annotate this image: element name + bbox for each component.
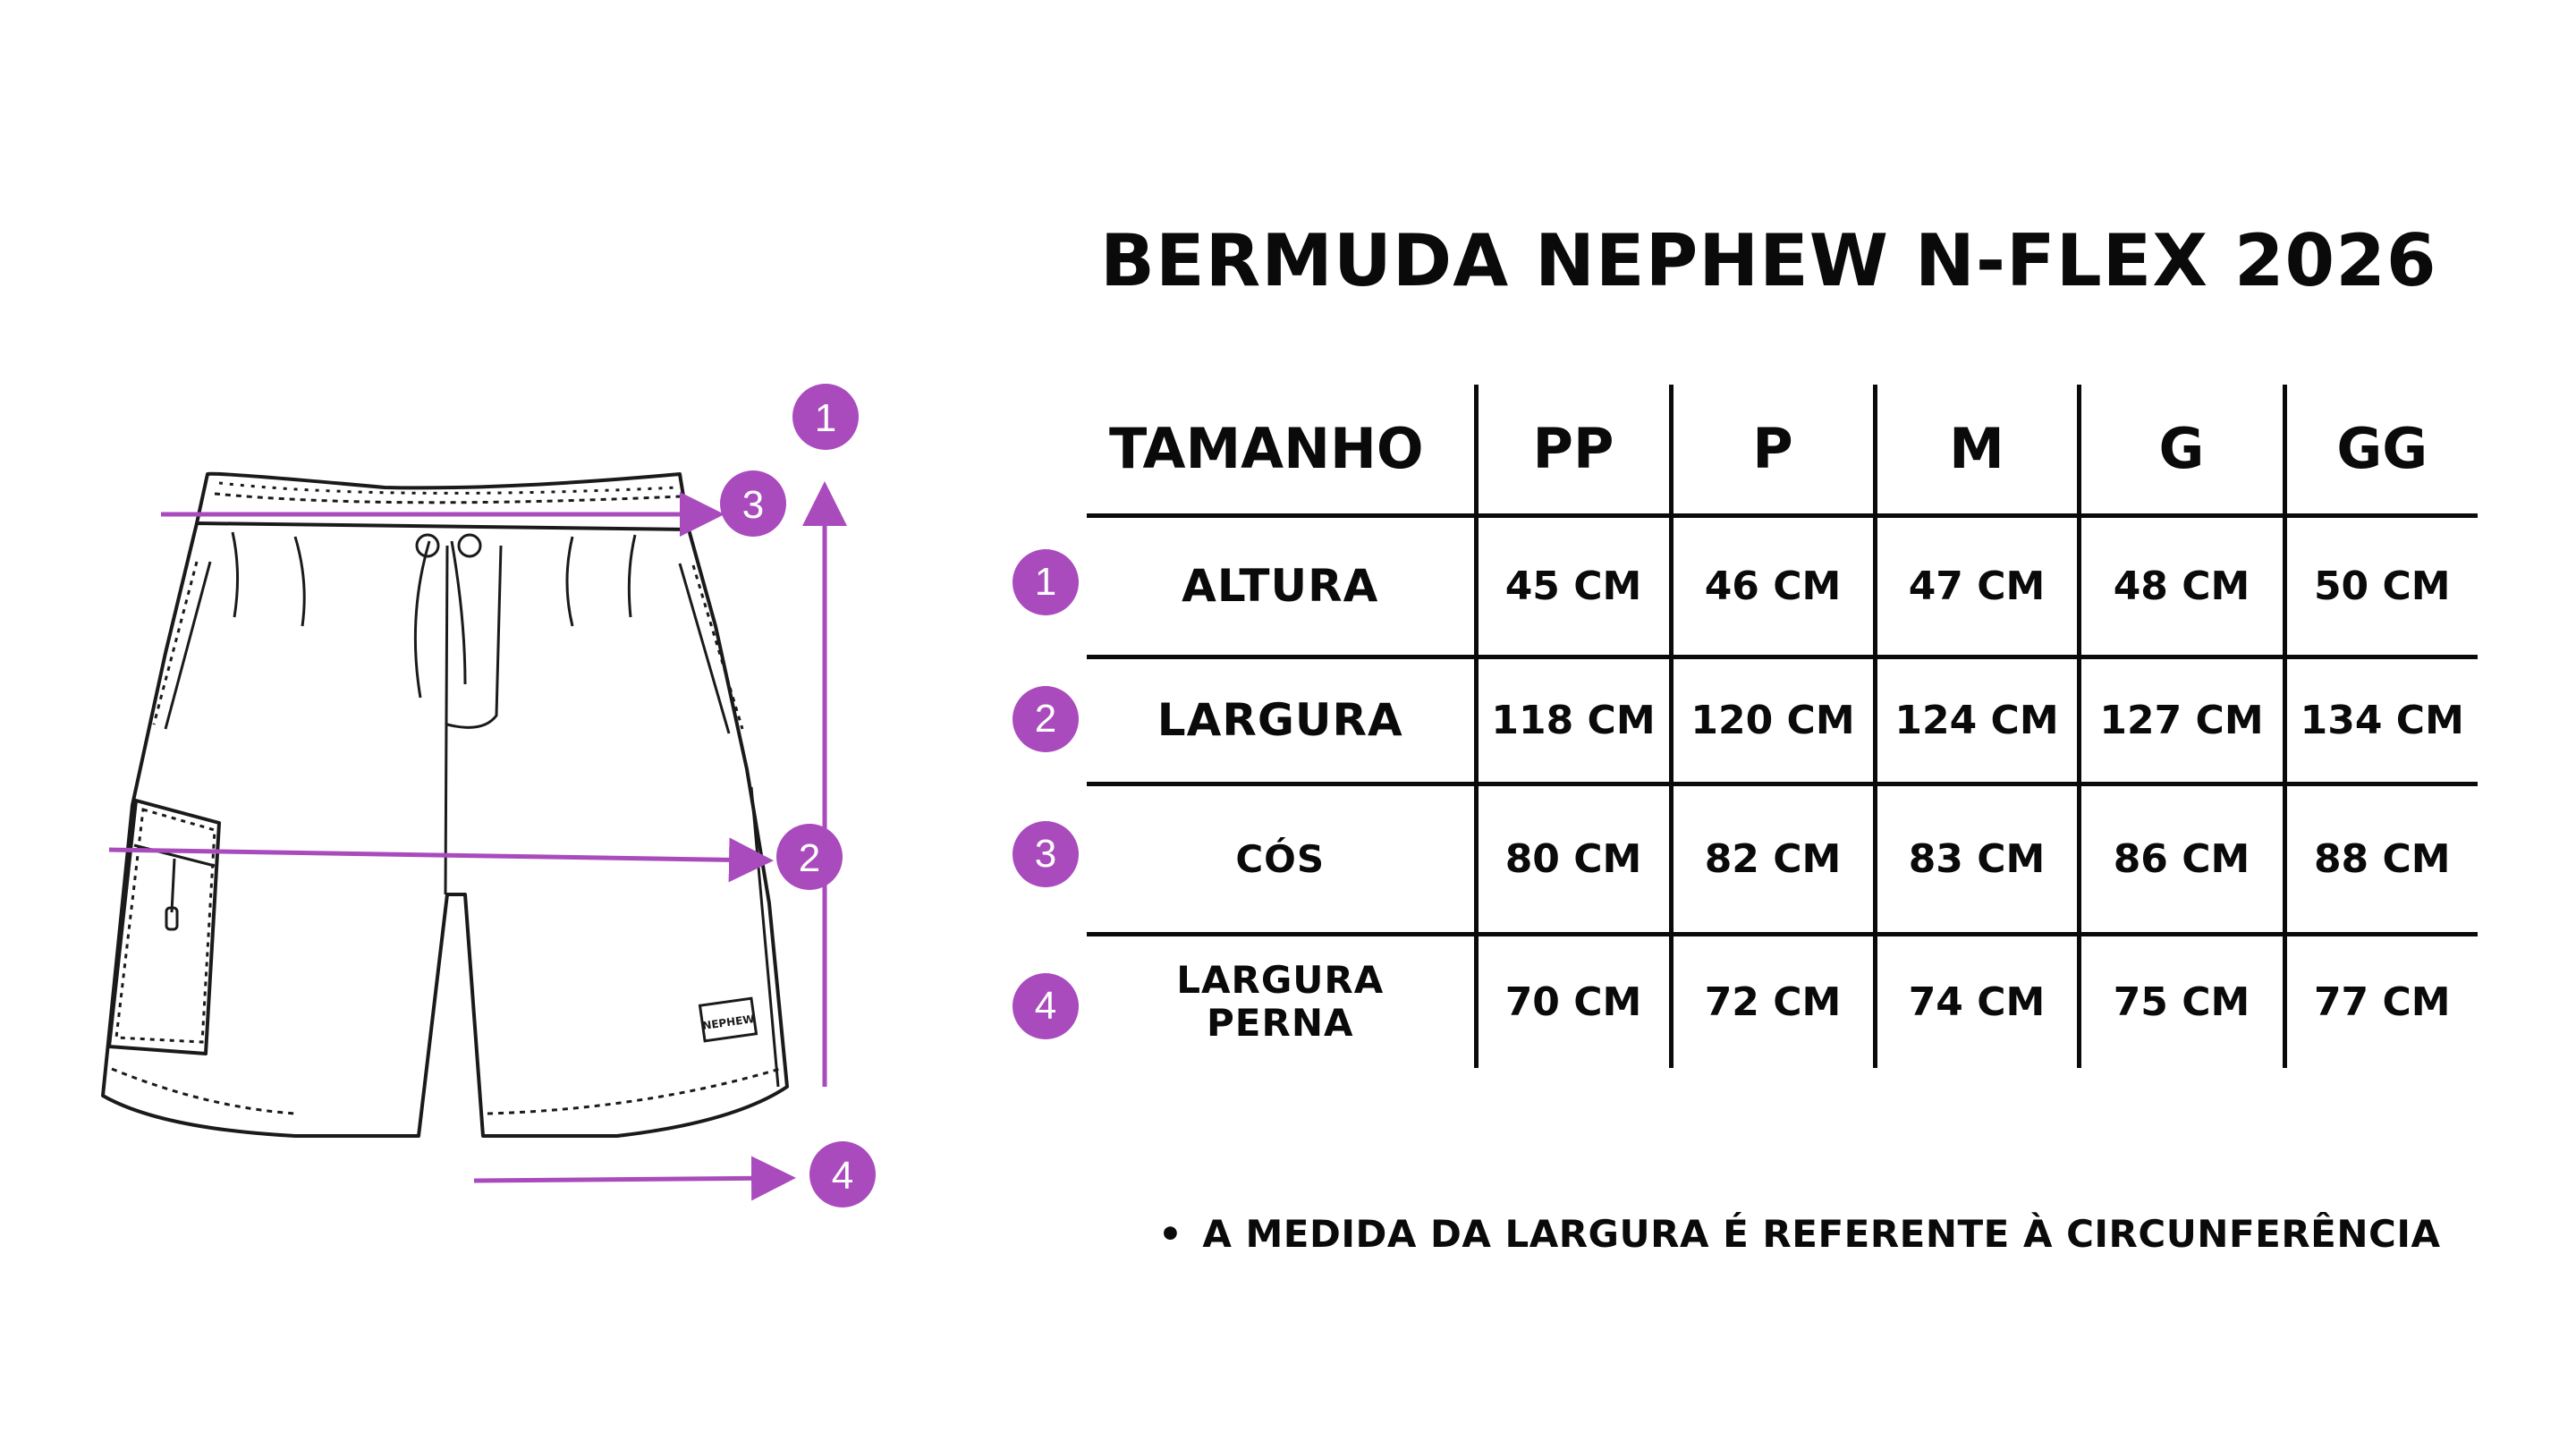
table-cell: 45 CM [1476,515,1671,657]
row-label-largura-perna [1087,934,1476,1068]
row-badge-altura: 1 [1013,549,1079,615]
header-size-pp: PP [1476,385,1671,515]
table-header-row [1087,385,2478,515]
table-cell: 75 CM [2079,934,2284,1068]
logo-patch [699,998,756,1041]
row-label-cos: CÓS [1087,784,1476,934]
table-cell: 88 CM [2284,784,2478,934]
row-label-largura: LARGURA [1087,657,1476,784]
table-cell: 48 CM [2079,515,2284,657]
header-size-m: M [1875,385,2079,515]
table-cell: 120 CM [1671,657,1875,784]
measure-marker-1 [792,384,859,450]
table-cell: 127 CM [2079,657,2284,784]
table-cell: 80 CM [1476,784,1671,934]
measure-marker-2 [776,824,843,890]
svg-text:3: 3 [741,483,765,527]
svg-text:4: 4 [831,1154,854,1198]
measure-marker-3 [720,470,786,537]
table-cell: 50 CM [2284,515,2478,657]
svg-text:1: 1 [814,396,837,440]
footnote [1158,1212,2440,1256]
row-badge-largura-perna: 4 [1013,973,1079,1039]
measure-line-largura-perna [474,1178,787,1181]
size-table [1087,385,2478,1068]
svg-text:2: 2 [798,836,821,880]
table-cell: 70 CM [1476,934,1671,1068]
page-title: BERMUDA NEPHEW N-FLEX 2026 [1100,219,2437,302]
measure-marker-4 [809,1141,876,1208]
shorts-illustration [0,0,984,1449]
shorts-drawing [0,0,984,1449]
header-tamanho: TAMANHO [1109,416,1424,482]
header-size-p: P [1671,385,1875,515]
row-label-line: LARGURA [1176,958,1385,1003]
table-cell: 46 CM [1671,515,1875,657]
logo-patch-text: NEPHEW [701,1012,756,1032]
table-row-largura-perna [1087,934,2478,1068]
table-row-cos [1087,784,2478,934]
table-row-altura [1087,515,2478,657]
row-badge-cos: 3 [1013,821,1079,887]
row-badge-largura: 2 [1013,686,1079,752]
header-size-gg: GG [2284,385,2478,515]
table-cell: 47 CM [1875,515,2079,657]
table-cell: 83 CM [1875,784,2079,934]
table-cell: 134 CM [2284,657,2478,784]
header-size-g: G [2079,385,2284,515]
table-cell: 77 CM [2284,934,2478,1068]
table-cell: 72 CM [1671,934,1875,1068]
bullet-icon: • [1158,1212,1183,1256]
footnote-text: A MEDIDA DA LARGURA É REFERENTE À CIRCUNFERÊNCIA [1202,1212,2441,1256]
table-row-largura [1087,657,2478,784]
table-cell: 74 CM [1875,934,2079,1068]
table-cell: 118 CM [1476,657,1671,784]
table-cell: 86 CM [2079,784,2284,934]
table-cell: 124 CM [1875,657,2079,784]
row-label-altura: ALTURA [1087,515,1476,657]
table-cell: 82 CM [1671,784,1875,934]
row-label-line: PERNA [1207,1001,1354,1046]
